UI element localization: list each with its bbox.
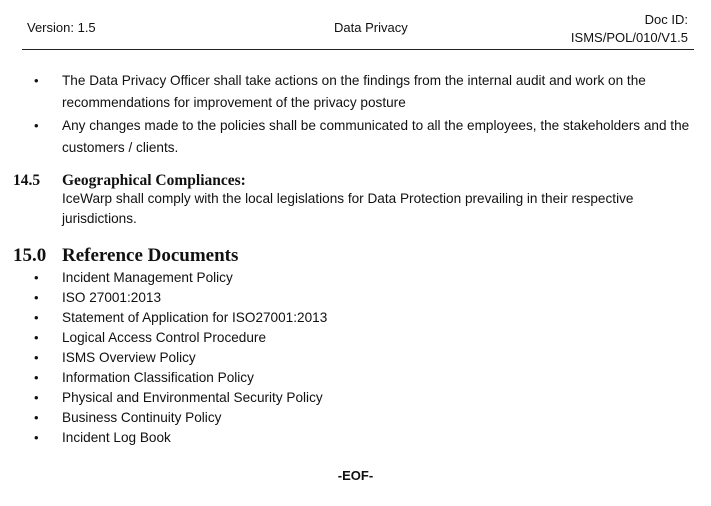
list-item: [30, 268, 630, 288]
bullet-icon: •: [34, 270, 39, 285]
list-item: [30, 348, 630, 368]
list-item: [30, 368, 630, 388]
doc-id-label: Doc ID:: [644, 12, 688, 27]
bullet-item: [30, 70, 690, 114]
list-item: [30, 408, 630, 428]
list-item-label: Physical and Environmental Security Policy: [62, 390, 323, 405]
bullet-icon: •: [34, 350, 39, 365]
bullet-text: The Data Privacy Officer shall take actions on the findings from the internal audit and work on the recommendations for improvement of the privacy posture: [62, 73, 646, 110]
bullet-icon: •: [34, 410, 39, 425]
bullet-icon: •: [34, 370, 39, 385]
bullet-icon: •: [34, 390, 39, 405]
end-of-file-marker: -EOF-: [337, 468, 374, 483]
bullet-item: [30, 115, 690, 159]
bullet-icon: •: [34, 118, 39, 133]
bullet-icon: •: [34, 330, 39, 345]
bullet-icon: •: [34, 290, 39, 305]
section-number: 14.5: [13, 172, 41, 189]
list-item-label: ISMS Overview Policy: [62, 350, 196, 365]
document-title: Data Privacy: [334, 20, 408, 35]
page-header: [22, 0, 694, 50]
list-item: [30, 328, 630, 348]
bullet-icon: •: [34, 430, 39, 445]
list-item-label: ISO 27001:2013: [62, 290, 162, 305]
list-item: [30, 288, 630, 308]
bullet-text: Any changes made to the policies shall be communicated to all the employees, the stakeholders and the customers / clients.: [62, 118, 690, 155]
list-item-label: Business Continuity Policy: [62, 410, 222, 425]
list-item: [30, 428, 630, 448]
list-item: [30, 308, 630, 328]
doc-id-value: ISMS/POL/010/V1.5: [570, 30, 688, 45]
list-item-label: Statement of Application for ISO27001:2013: [62, 310, 328, 325]
list-item-label: Information Classification Policy: [62, 370, 254, 385]
section-heading: Reference Documents: [62, 245, 239, 266]
version-label: Version: 1.5: [27, 20, 96, 35]
section-heading: Geographical Compliances:: [62, 172, 246, 189]
bullet-icon: •: [34, 310, 39, 325]
list-item-label: Incident Management Policy: [62, 270, 233, 285]
section-body: IceWarp shall comply with the local legislations for Data Protection prevailing in their respective jurisdictions.: [62, 191, 634, 226]
section-number: 15.0: [13, 245, 47, 266]
list-item-label: Logical Access Control Procedure: [62, 330, 267, 345]
list-item-label: Incident Log Book: [62, 430, 171, 445]
doc-id: [571, 11, 688, 47]
bullet-icon: •: [34, 73, 39, 88]
reference-list: [30, 268, 630, 448]
list-item: [30, 388, 630, 408]
